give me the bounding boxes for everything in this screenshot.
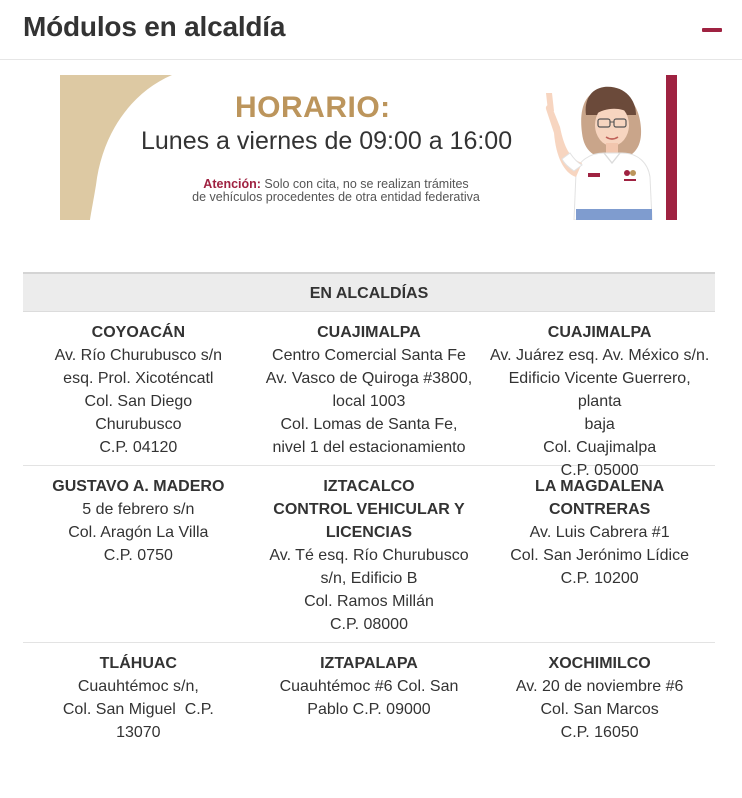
office-address-line: 5 de febrero s/n [82,501,195,518]
note-text-2: de vehículos procedentes de otra entidad federativa [192,190,480,204]
office-address-line: Col. Aragón La Villa [68,524,209,541]
office-name: GUSTAVO A. MADERO [52,478,225,495]
office-address-line: nivel 1 del estacionamiento [272,439,466,456]
office-address-line: Col. Lomas de Santa Fe, [280,416,458,433]
collapse-button[interactable] [700,24,724,36]
banner-hours: Lunes a viernes de 09:00 a 16:00 [141,127,513,155]
office-cell [23,466,254,642]
woman-illustration-icon [524,81,664,220]
office-cell [254,466,485,642]
office-address-line: esq. Prol. Xicoténcatl [63,370,214,387]
office-address-line: Churubusco [95,416,182,433]
minus-icon [702,28,722,32]
office-name: IZTAPALAPA [320,655,418,672]
office-name: LA MAGDALENA [535,478,665,495]
office-address-line: Cuauhtémoc s/n, [77,678,199,695]
banner-accent-stripe [666,75,677,220]
office-name: CONTROL VEHICULAR Y [273,501,465,518]
office-address-line: Centro Comercial Santa Fe [272,347,466,364]
table-header: EN ALCALDÍAS [23,272,715,312]
office-name: CUAJIMALPA [547,324,652,341]
office-address-line: s/n, Edificio B [320,570,418,587]
office-address-line: C.P. 05000 [560,462,639,479]
office-name: COYOACÁN [91,324,185,341]
office-name: XOCHIMILCO [548,655,651,672]
page-title: Módulos en alcaldía [23,11,286,42]
office-name: LICENCIAS [325,524,413,541]
note-text: Solo con cita, no se realizan trámites [260,177,469,191]
office-address-line: Col. San Jerónimo Lídice [510,547,690,564]
office-cell [254,312,485,465]
office-address-line: C.P. 0750 [103,547,173,564]
section-header [0,0,742,60]
office-cell [484,466,715,642]
office-address-line: C.P. 16050 [560,724,639,741]
office-address-line: Av. Té esq. Río Churubusco [269,547,469,564]
office-address-line: Av. Juárez esq. Av. México s/n. [489,347,710,364]
office-address-line: local 1003 [332,393,406,410]
office-address-line: Pablo C.P. 09000 [307,701,431,718]
office-cell [484,643,715,753]
office-address-line: Col. Ramos Millán [304,593,434,610]
offices-table [23,272,715,753]
office-name: CONTRERAS [548,501,651,518]
table-row [23,466,715,643]
table-row [23,643,715,753]
office-address-line: Col. San Diego [84,393,193,410]
office-address-line: baja [584,416,615,433]
office-address-line: Col. Cuajimalpa [543,439,657,456]
schedule-banner [60,75,677,220]
office-address-line: C.P. 04120 [99,439,178,456]
office-address-line: C.P. 08000 [329,616,408,633]
office-address-line: C.P. 10200 [560,570,639,587]
note-label: Atención: [203,177,261,191]
office-address-line: Cuauhtémoc #6 Col. San [279,678,459,695]
banner-heading: HORARIO: [235,91,391,124]
office-address-line: Av. 20 de noviembre #6 [515,678,684,695]
office-address-line: 13070 [116,724,161,741]
office-name: TLÁHUAC [99,655,177,672]
office-cell [484,312,715,479]
office-name: CUAJIMALPA [317,324,421,341]
banner-note [160,178,512,204]
office-address-line: Av. Río Churubusco s/n [54,347,223,364]
office-address-line: Av. Vasco de Quiroga #3800, [265,370,473,387]
office-address-line: Av. Luis Cabrera #1 [529,524,670,541]
office-cell [23,312,254,465]
office-address-line: Col. San Marcos [540,701,659,718]
table-row [23,312,715,479]
office-address-line: Edificio Vicente Guerrero, planta [508,370,691,410]
office-cell [23,643,254,753]
office-name: IZTACALCO [323,478,415,495]
office-cell [254,643,485,753]
office-address-line: Col. San Miguel C.P. [62,701,214,718]
